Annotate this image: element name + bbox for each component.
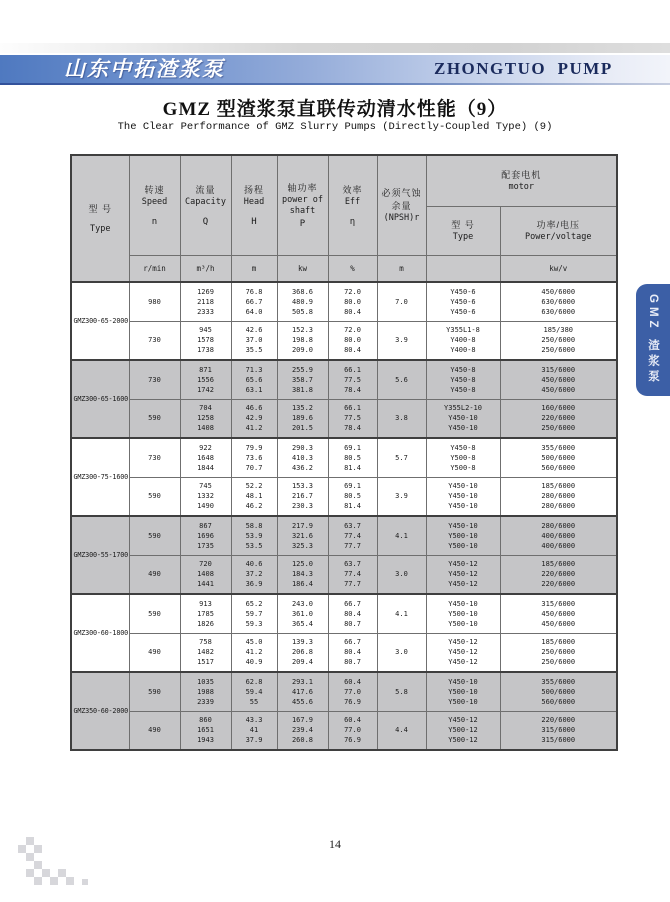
speed-cell: 980 <box>129 282 180 321</box>
shaft-power-cell: 125.0 184.3 186.4 <box>277 555 328 594</box>
decorative-square <box>66 877 74 885</box>
power-voltage-cell: 280/6000 400/6000 400/6000 <box>500 516 617 555</box>
decorative-square <box>82 879 88 885</box>
banner-underline <box>0 83 670 85</box>
table-row <box>71 282 617 321</box>
head-cell: 79.9 73.6 70.7 <box>231 438 277 477</box>
model-cell: GMZ300-65-2000 <box>71 282 129 360</box>
motor-type-cell: Y450-6 Y450-6 Y450-6 <box>426 282 500 321</box>
power-voltage-cell: 160/6000 220/6000 250/6000 <box>500 399 617 438</box>
decorative-square <box>34 861 42 869</box>
npsh-cell: 3.0 <box>377 555 426 594</box>
power-voltage-cell: 315/6000 450/6000 450/6000 <box>500 594 617 633</box>
power-voltage-cell: 315/6000 450/6000 450/6000 <box>500 360 617 399</box>
motor-type-cell: Y450-12 Y450-12 Y450-12 <box>426 555 500 594</box>
power-voltage-cell: 185/380 250/6000 250/6000 <box>500 321 617 360</box>
table-row <box>71 516 617 555</box>
unit-head: m <box>231 256 277 283</box>
power-voltage-cell: 185/6000 220/6000 220/6000 <box>500 555 617 594</box>
capacity-cell: 913 1785 1826 <box>180 594 231 633</box>
eff-cell: 72.0 80.0 80.4 <box>328 282 377 321</box>
decorative-square <box>26 837 34 845</box>
head-cell: 52.2 48.1 46.2 <box>231 477 277 516</box>
head-cell: 43.3 41 37.9 <box>231 711 277 750</box>
motor-type-cell: Y450-10 Y500-10 Y500-10 <box>426 516 500 555</box>
head-cell: 65.2 59.7 59.3 <box>231 594 277 633</box>
capacity-cell: 871 1556 1742 <box>180 360 231 399</box>
head-cell: 46.6 42.9 41.2 <box>231 399 277 438</box>
shaft-power-cell: 293.1 417.6 455.6 <box>277 672 328 711</box>
npsh-cell: 4.1 <box>377 516 426 555</box>
speed-cell: 490 <box>129 555 180 594</box>
decorative-square <box>26 853 34 861</box>
brand-name: ZHONGTUO PUMP <box>434 59 613 78</box>
decorative-square <box>34 877 42 885</box>
speed-cell: 590 <box>129 399 180 438</box>
model-cell: GMZ300-60-1800 <box>71 594 129 672</box>
capacity-cell: 704 1258 1408 <box>180 399 231 438</box>
head-cell: 62.8 59.4 55 <box>231 672 277 711</box>
motor-type-cell: Y450-8 Y500-8 Y500-8 <box>426 438 500 477</box>
capacity-cell: 867 1696 1735 <box>180 516 231 555</box>
capacity-cell: 758 1482 1517 <box>180 633 231 672</box>
head-cell: 76.8 66.7 64.0 <box>231 282 277 321</box>
speed-cell: 490 <box>129 633 180 672</box>
eff-cell: 69.1 80.5 81.4 <box>328 477 377 516</box>
decorative-square <box>26 869 34 877</box>
page-title-zh: GMZ 型渣浆泵直联传动清水性能（9） <box>162 99 508 120</box>
shaft-power-cell: 139.3 206.8 209.4 <box>277 633 328 672</box>
motor-type-cell: Y450-10 Y450-10 Y450-10 <box>426 477 500 516</box>
unit-speed: r/min <box>129 256 180 283</box>
decorative-square <box>50 877 58 885</box>
top-gray-strip <box>0 43 670 53</box>
shaft-power-cell: 368.6 480.9 505.8 <box>277 282 328 321</box>
unit-capacity: m³/h <box>180 256 231 283</box>
eff-cell: 72.0 80.0 80.4 <box>328 321 377 360</box>
table-row <box>71 399 617 438</box>
col-header-capacity: 流量 Capacity Q <box>180 155 231 256</box>
col-header-shaft-power: 轴功率 power of shaft P <box>277 155 328 256</box>
head-cell: 71.3 65.6 63.1 <box>231 360 277 399</box>
side-tab-label: GMZ 渣浆泵 <box>647 294 659 386</box>
motor-type-cell: Y450-10 Y500-10 Y500-10 <box>426 594 500 633</box>
col-header-motor-pv: 功率/电压 Power/voltage <box>500 207 617 256</box>
eff-cell: 60.4 77.0 76.9 <box>328 672 377 711</box>
speed-cell: 490 <box>129 711 180 750</box>
speed-cell: 590 <box>129 594 180 633</box>
shaft-power-cell: 243.0 361.0 365.4 <box>277 594 328 633</box>
col-header-type: 型 号 Type <box>71 155 129 282</box>
head-cell: 42.6 37.0 35.5 <box>231 321 277 360</box>
eff-cell: 66.7 80.4 80.7 <box>328 633 377 672</box>
table-row <box>71 360 617 399</box>
speed-cell: 730 <box>129 321 180 360</box>
motor-type-cell: Y355L2-10 Y450-10 Y450-10 <box>426 399 500 438</box>
head-cell: 40.6 37.2 36.9 <box>231 555 277 594</box>
col-header-npsh: 必须气蚀 余量 (NPSH)r <box>377 155 426 256</box>
decorative-square <box>34 845 42 853</box>
table-row <box>71 477 617 516</box>
eff-cell: 63.7 77.4 77.7 <box>328 516 377 555</box>
npsh-cell: 3.8 <box>377 399 426 438</box>
shaft-power-cell: 217.9 321.6 325.3 <box>277 516 328 555</box>
model-cell: GMZ300-75-1600 <box>71 438 129 516</box>
power-voltage-cell: 185/6000 250/6000 250/6000 <box>500 633 617 672</box>
model-cell: GMZ300-65-1600 <box>71 360 129 438</box>
col-header-eff: 效率 Eff η <box>328 155 377 256</box>
col-header-motor: 配套电机 motor <box>426 155 617 207</box>
table-row <box>71 438 617 477</box>
capacity-cell: 745 1332 1490 <box>180 477 231 516</box>
npsh-cell: 5.7 <box>377 438 426 477</box>
table-row <box>71 672 617 711</box>
decorative-square <box>18 845 26 853</box>
model-cell: GMZ350-60-2000 <box>71 672 129 750</box>
capacity-cell: 1035 1988 2339 <box>180 672 231 711</box>
npsh-cell: 5.6 <box>377 360 426 399</box>
decorative-square <box>58 869 66 877</box>
power-voltage-cell: 220/6000 315/6000 315/6000 <box>500 711 617 750</box>
shaft-power-cell: 135.2 189.6 201.5 <box>277 399 328 438</box>
pump-performance-table <box>70 154 618 751</box>
motor-type-cell: Y450-12 Y500-12 Y500-12 <box>426 711 500 750</box>
shaft-power-cell: 152.3 198.8 209.0 <box>277 321 328 360</box>
shaft-power-cell: 290.3 410.3 436.2 <box>277 438 328 477</box>
capacity-cell: 1269 2118 2333 <box>180 282 231 321</box>
head-cell: 45.0 41.2 40.9 <box>231 633 277 672</box>
npsh-cell: 5.8 <box>377 672 426 711</box>
page-title-en: The Clear Performance of GMZ Slurry Pumps (Directly-Coupled Type) (9) <box>117 121 553 133</box>
npsh-cell: 3.9 <box>377 477 426 516</box>
npsh-cell: 4.4 <box>377 711 426 750</box>
power-voltage-cell: 355/6000 500/6000 560/6000 <box>500 438 617 477</box>
capacity-cell: 860 1651 1943 <box>180 711 231 750</box>
shaft-power-cell: 153.3 216.7 230.3 <box>277 477 328 516</box>
unit-eff: % <box>328 256 377 283</box>
col-header-motor-type: 型 号 Type <box>426 207 500 256</box>
npsh-cell: 7.0 <box>377 282 426 321</box>
side-tab-gmz-slurry-pump[interactable] <box>636 284 670 396</box>
capacity-cell: 945 1578 1738 <box>180 321 231 360</box>
decorative-square <box>42 869 50 877</box>
eff-cell: 66.1 77.5 78.4 <box>328 360 377 399</box>
npsh-cell: 3.9 <box>377 321 426 360</box>
npsh-cell: 4.1 <box>377 594 426 633</box>
motor-type-cell: Y450-8 Y450-8 Y450-8 <box>426 360 500 399</box>
unit-npsh: m <box>377 256 426 283</box>
table-row <box>71 555 617 594</box>
motor-type-cell: Y355L1-8 Y400-8 Y400-8 <box>426 321 500 360</box>
shaft-power-cell: 167.9 239.4 260.8 <box>277 711 328 750</box>
power-voltage-cell: 450/6000 630/6000 630/6000 <box>500 282 617 321</box>
speed-cell: 590 <box>129 516 180 555</box>
pump-table-body <box>71 282 617 750</box>
col-header-speed: 转速 Speed n <box>129 155 180 256</box>
page-number: 14 <box>329 837 341 851</box>
unit-motor-type <box>426 256 500 283</box>
capacity-cell: 720 1408 1441 <box>180 555 231 594</box>
eff-cell: 69.1 80.5 81.4 <box>328 438 377 477</box>
power-voltage-cell: 355/6000 500/6000 560/6000 <box>500 672 617 711</box>
head-cell: 58.8 53.9 53.5 <box>231 516 277 555</box>
eff-cell: 66.7 80.4 80.7 <box>328 594 377 633</box>
table-row <box>71 711 617 750</box>
shaft-power-cell: 255.9 358.7 381.8 <box>277 360 328 399</box>
unit-power: kw <box>277 256 328 283</box>
speed-cell: 730 <box>129 360 180 399</box>
speed-cell: 730 <box>129 438 180 477</box>
capacity-cell: 922 1648 1844 <box>180 438 231 477</box>
eff-cell: 63.7 77.4 77.7 <box>328 555 377 594</box>
company-logo-text: 山东中拓渣浆泵 <box>64 57 225 81</box>
unit-motor-pv: kw/v <box>500 256 617 283</box>
speed-cell: 590 <box>129 672 180 711</box>
col-header-head: 扬程 Head H <box>231 155 277 256</box>
table-row <box>71 321 617 360</box>
power-voltage-cell: 185/6000 280/6000 280/6000 <box>500 477 617 516</box>
model-cell: GMZ300-55-1700 <box>71 516 129 594</box>
motor-type-cell: Y450-12 Y450-12 Y450-12 <box>426 633 500 672</box>
eff-cell: 60.4 77.0 76.9 <box>328 711 377 750</box>
table-row <box>71 594 617 633</box>
eff-cell: 66.1 77.5 78.4 <box>328 399 377 438</box>
npsh-cell: 3.0 <box>377 633 426 672</box>
table-row <box>71 633 617 672</box>
motor-type-cell: Y450-10 Y500-10 Y500-10 <box>426 672 500 711</box>
speed-cell: 590 <box>129 477 180 516</box>
